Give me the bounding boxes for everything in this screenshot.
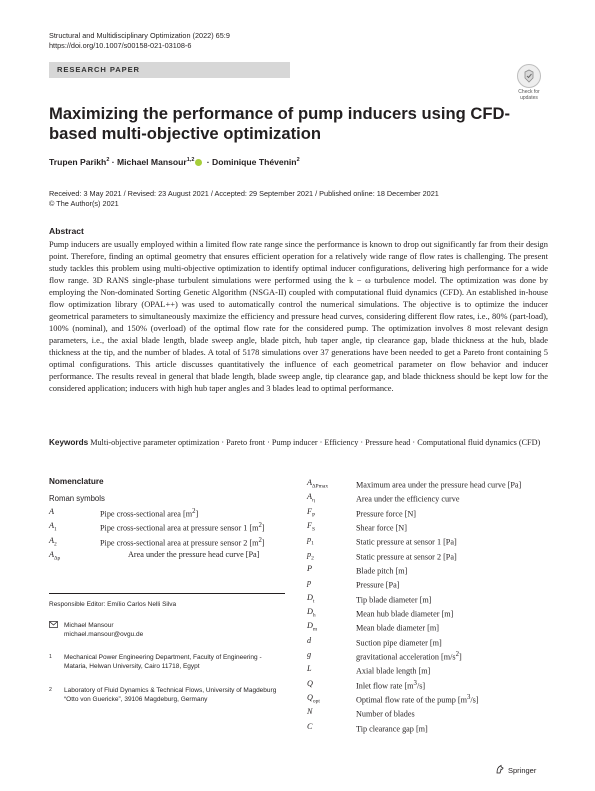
nomenclature-row bbox=[307, 663, 551, 677]
check-line-2: updates bbox=[520, 94, 538, 101]
symbol: $F_S$ bbox=[307, 520, 316, 533]
description: Suction pipe diameter [m] bbox=[356, 638, 442, 648]
symbol: d bbox=[307, 635, 312, 645]
nomenclature-row bbox=[307, 534, 551, 548]
description: Inlet flow rate $[m^3/s]$ bbox=[356, 679, 426, 691]
description: Number of blades bbox=[356, 709, 415, 719]
nomenclature-row bbox=[307, 649, 551, 663]
nomenclature-row bbox=[307, 678, 551, 692]
nomenclature-row bbox=[307, 592, 551, 606]
author-1[interactable]: Trupen Parikh$^2$ bbox=[49, 157, 110, 167]
corresponding-author bbox=[49, 621, 285, 640]
symbol: A bbox=[49, 507, 55, 516]
description: Pipe cross-sectional area at pressure sensor 2 $[m^2]$ bbox=[100, 536, 265, 548]
symbol: $p_2$ bbox=[307, 549, 314, 562]
keywords-text: Multi-objective parameter optimization · Pareto front · Pump inducer · Efficiency · Pressure head · Computational fluid dynamics (CFD) bbox=[90, 438, 541, 447]
roman-symbols-heading: Roman symbols bbox=[49, 494, 105, 503]
envelope-icon bbox=[49, 621, 58, 631]
description: Area under the efficiency curve bbox=[356, 495, 460, 505]
publication-history bbox=[49, 189, 439, 209]
description: Mean hub blade diameter [m] bbox=[356, 609, 454, 619]
corresponding-name: Michael Mansour bbox=[64, 622, 114, 629]
journal-name: Structural and Multidisciplinary Optimization (2022) 65:9 bbox=[49, 31, 230, 40]
springer-horse-icon bbox=[495, 764, 505, 776]
symbol: $F_P$ bbox=[307, 506, 316, 519]
copyright-line: © The Author(s) 2021 bbox=[49, 199, 119, 208]
description: Static pressure at sensor 2 [Pa] bbox=[356, 552, 457, 562]
keywords-label: Keywords bbox=[49, 438, 89, 447]
symbol: $D_t$ bbox=[307, 592, 315, 605]
corresponding-email[interactable]: michael.mansour@ovgu.de bbox=[64, 631, 144, 639]
nomenclature-row bbox=[307, 506, 551, 520]
footnote-divider bbox=[49, 593, 285, 594]
check-for-updates-badge[interactable] bbox=[511, 64, 547, 101]
nomenclature-row bbox=[307, 635, 551, 649]
nomenclature-row bbox=[307, 577, 551, 591]
author-list: Trupen Parikh$^2$ · Michael Mansour$^{1,2}$ · Dominique Thévenin$^2$ bbox=[49, 157, 300, 167]
description: Mean blade diameter [m] bbox=[356, 624, 439, 634]
symbol: $D_h$ bbox=[307, 606, 316, 619]
nomenclature-row bbox=[307, 520, 551, 534]
affiliation-2: 2 Laboratory of Fluid Dynamics & Technical Flows, University of Magdeburg “Otto von Guericke”, 39106 Magdeburg, Germany bbox=[49, 687, 277, 704]
publisher-logo bbox=[495, 764, 536, 776]
keywords bbox=[49, 437, 548, 449]
description: Maximum area under the pressure head curve [Pa] bbox=[356, 480, 522, 490]
nomenclature-row bbox=[307, 549, 551, 563]
symbol: L bbox=[307, 664, 312, 674]
description: Static pressure at sensor 1 [Pa] bbox=[356, 538, 457, 548]
orcid-icon[interactable] bbox=[195, 159, 202, 166]
paper-title: Maximizing the performance of pump inducers using CFD-based multi-objective optimization bbox=[49, 104, 510, 143]
dates-line: Received: 3 May 2021 / Revised: 23 August 2021 / Accepted: 29 September 2021 / Published online: 18 December 2021 bbox=[49, 189, 439, 198]
description: Tip clearance gap [m] bbox=[356, 724, 428, 734]
symbol: $A_\eta$ bbox=[307, 492, 315, 504]
symbol: P bbox=[307, 563, 313, 573]
description: Shear force [N] bbox=[356, 523, 407, 533]
nomenclature-row bbox=[307, 606, 551, 620]
symbol: g bbox=[307, 649, 312, 659]
nomenclature-row bbox=[307, 620, 551, 634]
doi-link[interactable]: https://doi.org/10.1007/s00158-021-03108-6 bbox=[49, 41, 192, 50]
nomenclature-row bbox=[307, 692, 551, 706]
description: Area under the pressure head curve [Pa] bbox=[128, 549, 260, 559]
abstract-text: Pump inducers are usually employed within a limited flow rate range since the performance is known to drop out significantly far from their design point. Therefore, finding an optimal geometry that ensures efficient operation for a relatively wide range of flow rates is challenging. The present study tackles this problem using multi-objective optimization to identify optimal inducer configurations, delivering high performance for a wide flow range. 3D RANS single-phase turbulent simulations were performed using the k − ω turbulence model. The optimization was done by employing the Non-dominated Sorting Genetic Algorithm (NSGA-II) coupled with computational fluid dynamics (CFD). An established in-house flow optimization library (OPAL++) was used to automatically control the numerical simulations. The objective is to optimize the inducer geometrical parameters to simultaneously maximize the efficiency and pressure head curves, considering different flow rates, i.e., 80% (part-load), 100% (nominal), and 150% (overload) of the optimal flow rate for the considered pump. The optimization involves 8 most relevant design parameters, i.e., the axial blade length, blade sweep angle, blade pitch, hub taper angle, tip clearance gap, blade thickness at the hub, blade thickness at the tip, and the number of blades. A total of 5178 simulations over 37 generations have been needed to get a Pareto front containing 5 optimal configurations. This article discusses quantitatively the influence of each geometrical parameter on flow behavior and inducer performance. The results reveal in general that blade length, blade sweep angle, tip clearance gap, and blade thickness should be kept low for the considered application; inducers with high hub taper angles and 3 blades lead to optimal performance. bbox=[49, 239, 548, 393]
description: gravitational acceleration $[m/s^2]$ bbox=[356, 650, 462, 662]
symbol: $A_{\Delta p}$ bbox=[49, 549, 61, 562]
description: Optimal flow rate of the pump $[m^3/s]$ bbox=[356, 693, 479, 705]
author-3[interactable]: Dominique Thévenin$^2$ bbox=[212, 157, 300, 167]
journal-header bbox=[49, 31, 230, 51]
description: Pressure force [N] bbox=[356, 509, 417, 519]
update-check-icon bbox=[517, 64, 541, 88]
nomenclature-row bbox=[49, 520, 284, 534]
nomenclature-row bbox=[49, 549, 284, 561]
symbol: $p_1$ bbox=[307, 535, 314, 547]
affiliation-1: 1 Mechanical Power Engineering Department, Faculty of Engineering - Mataria, Helwan University, Cairo 11718, Egypt bbox=[49, 654, 262, 671]
description: Tip blade diameter [m] bbox=[356, 595, 432, 605]
symbol: $A_{\Delta Pmax}$ bbox=[307, 478, 329, 490]
nomenclature-row bbox=[307, 721, 551, 735]
nomenclature-left-table bbox=[49, 506, 284, 561]
nomenclature-row bbox=[307, 706, 551, 720]
description: Pipe cross-sectional area $[m^2]$ bbox=[100, 508, 199, 519]
author-2[interactable]: Michael Mansour$^{1,2}$ bbox=[117, 157, 204, 167]
description: Blade pitch [m] bbox=[356, 566, 408, 576]
abstract-heading: Abstract bbox=[49, 226, 84, 236]
symbol: C bbox=[307, 721, 313, 731]
nomenclature-row bbox=[49, 535, 284, 549]
symbol: Q bbox=[307, 678, 313, 688]
description: Axial blade length [m] bbox=[356, 667, 431, 676]
check-line-1: Check for bbox=[518, 89, 540, 95]
nomenclature-row bbox=[307, 563, 551, 577]
nomenclature-right-table bbox=[307, 477, 551, 735]
publisher-name: Springer bbox=[508, 765, 537, 775]
nomenclature-row bbox=[307, 477, 551, 491]
symbol: p bbox=[307, 578, 312, 588]
symbol: $Q_{opt}$ bbox=[307, 692, 320, 705]
symbol: $A_2$ bbox=[49, 535, 57, 548]
symbol: N bbox=[307, 707, 313, 717]
symbol: $A_1$ bbox=[49, 521, 57, 533]
article-type-banner: RESEARCH PAPER bbox=[49, 62, 290, 78]
symbol: $D_m$ bbox=[307, 621, 318, 633]
nomenclature-row bbox=[49, 506, 284, 520]
description: Pressure [Pa] bbox=[356, 581, 400, 591]
description: Pipe cross-sectional area at pressure sensor 1 $[m^2]$ bbox=[100, 522, 265, 534]
nomenclature-row bbox=[307, 491, 551, 505]
responsible-editor: Responsible Editor: Emílio Carlos Nelli Silva bbox=[49, 601, 177, 608]
nomenclature-heading: Nomenclature bbox=[49, 477, 104, 486]
